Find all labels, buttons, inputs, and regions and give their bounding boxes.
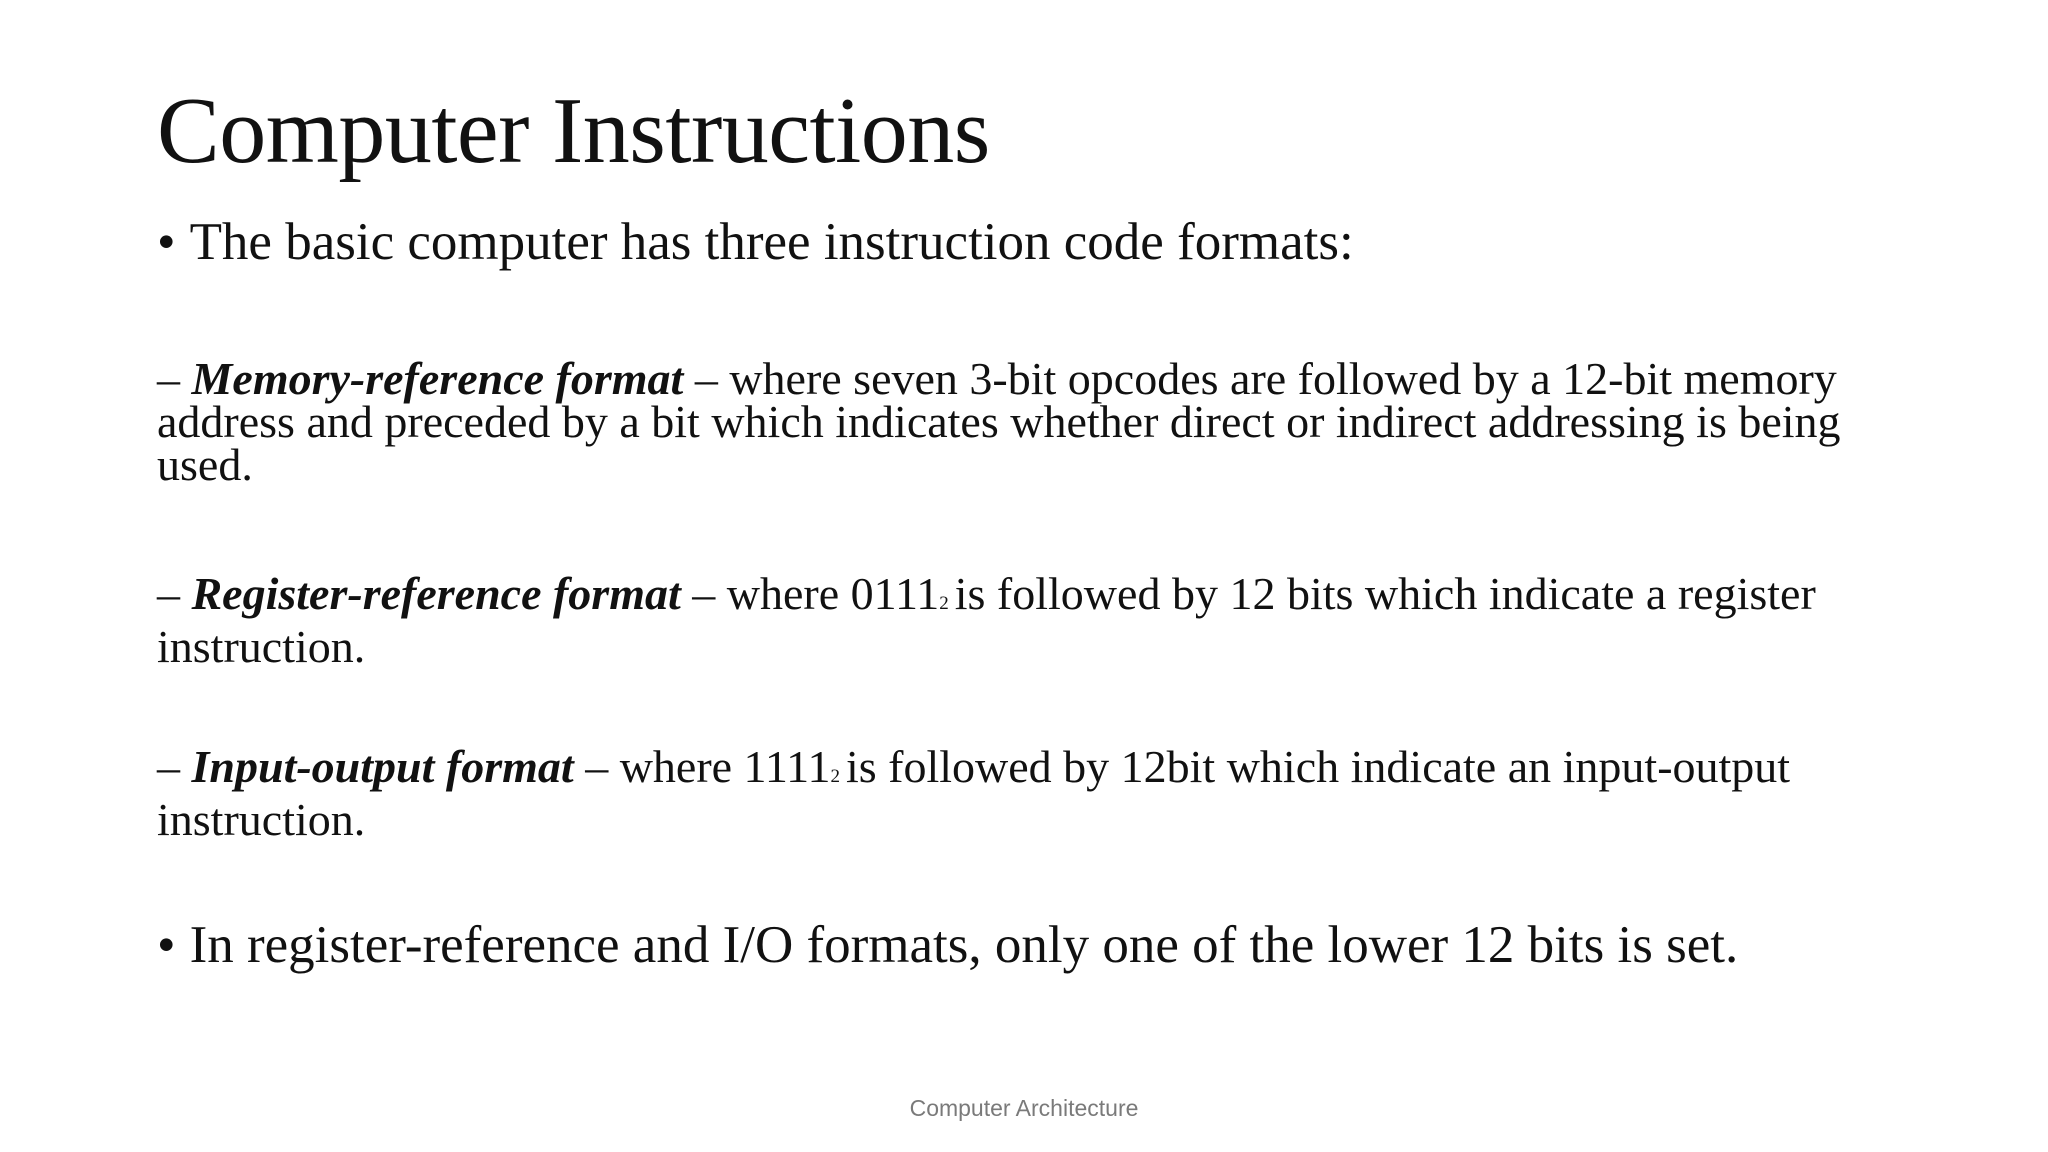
bullet-marker: • [157,916,176,974]
format-description-start: – where 0111 [680,568,940,619]
slide-title: Computer Instructions [157,79,990,183]
slide-footer: Computer Architecture [909,1095,1139,1121]
format-term: Input-output format [191,741,574,792]
binary-subscript: 2 [939,593,949,614]
format-item-input-output [157,741,1917,845]
format-item-memory-reference [157,353,1917,490]
format-dash: – [157,353,180,404]
format-term: Memory-reference format [191,353,684,404]
format-term: Register-reference format [191,568,681,619]
format-description-end: is followed by 12bit which indicate an input-output instruction. [157,741,1791,845]
format-description-start: – where 1111 [573,741,831,792]
bullet-text: The basic computer has three instruction code formats: [189,213,1354,271]
format-description: – where seven 3-bit opcodes are followed by a 12-bit memory address and preceded by a bit which indicates whether direct or indirect addressing is being used. [157,353,1841,490]
format-description-end: is followed by 12 bits which indicate a register instruction. [157,568,1816,672]
bullet-text: In register-reference and I/O formats, only one of the lower 12 bits is set. [189,916,1739,974]
format-dash: – [157,741,180,792]
bullet-marker: • [157,213,176,271]
bullet-item [157,915,1738,976]
format-item-register-reference [157,568,1917,672]
bullet-item [157,212,1354,273]
format-dash: – [157,568,180,619]
binary-subscript: 2 [830,766,840,787]
